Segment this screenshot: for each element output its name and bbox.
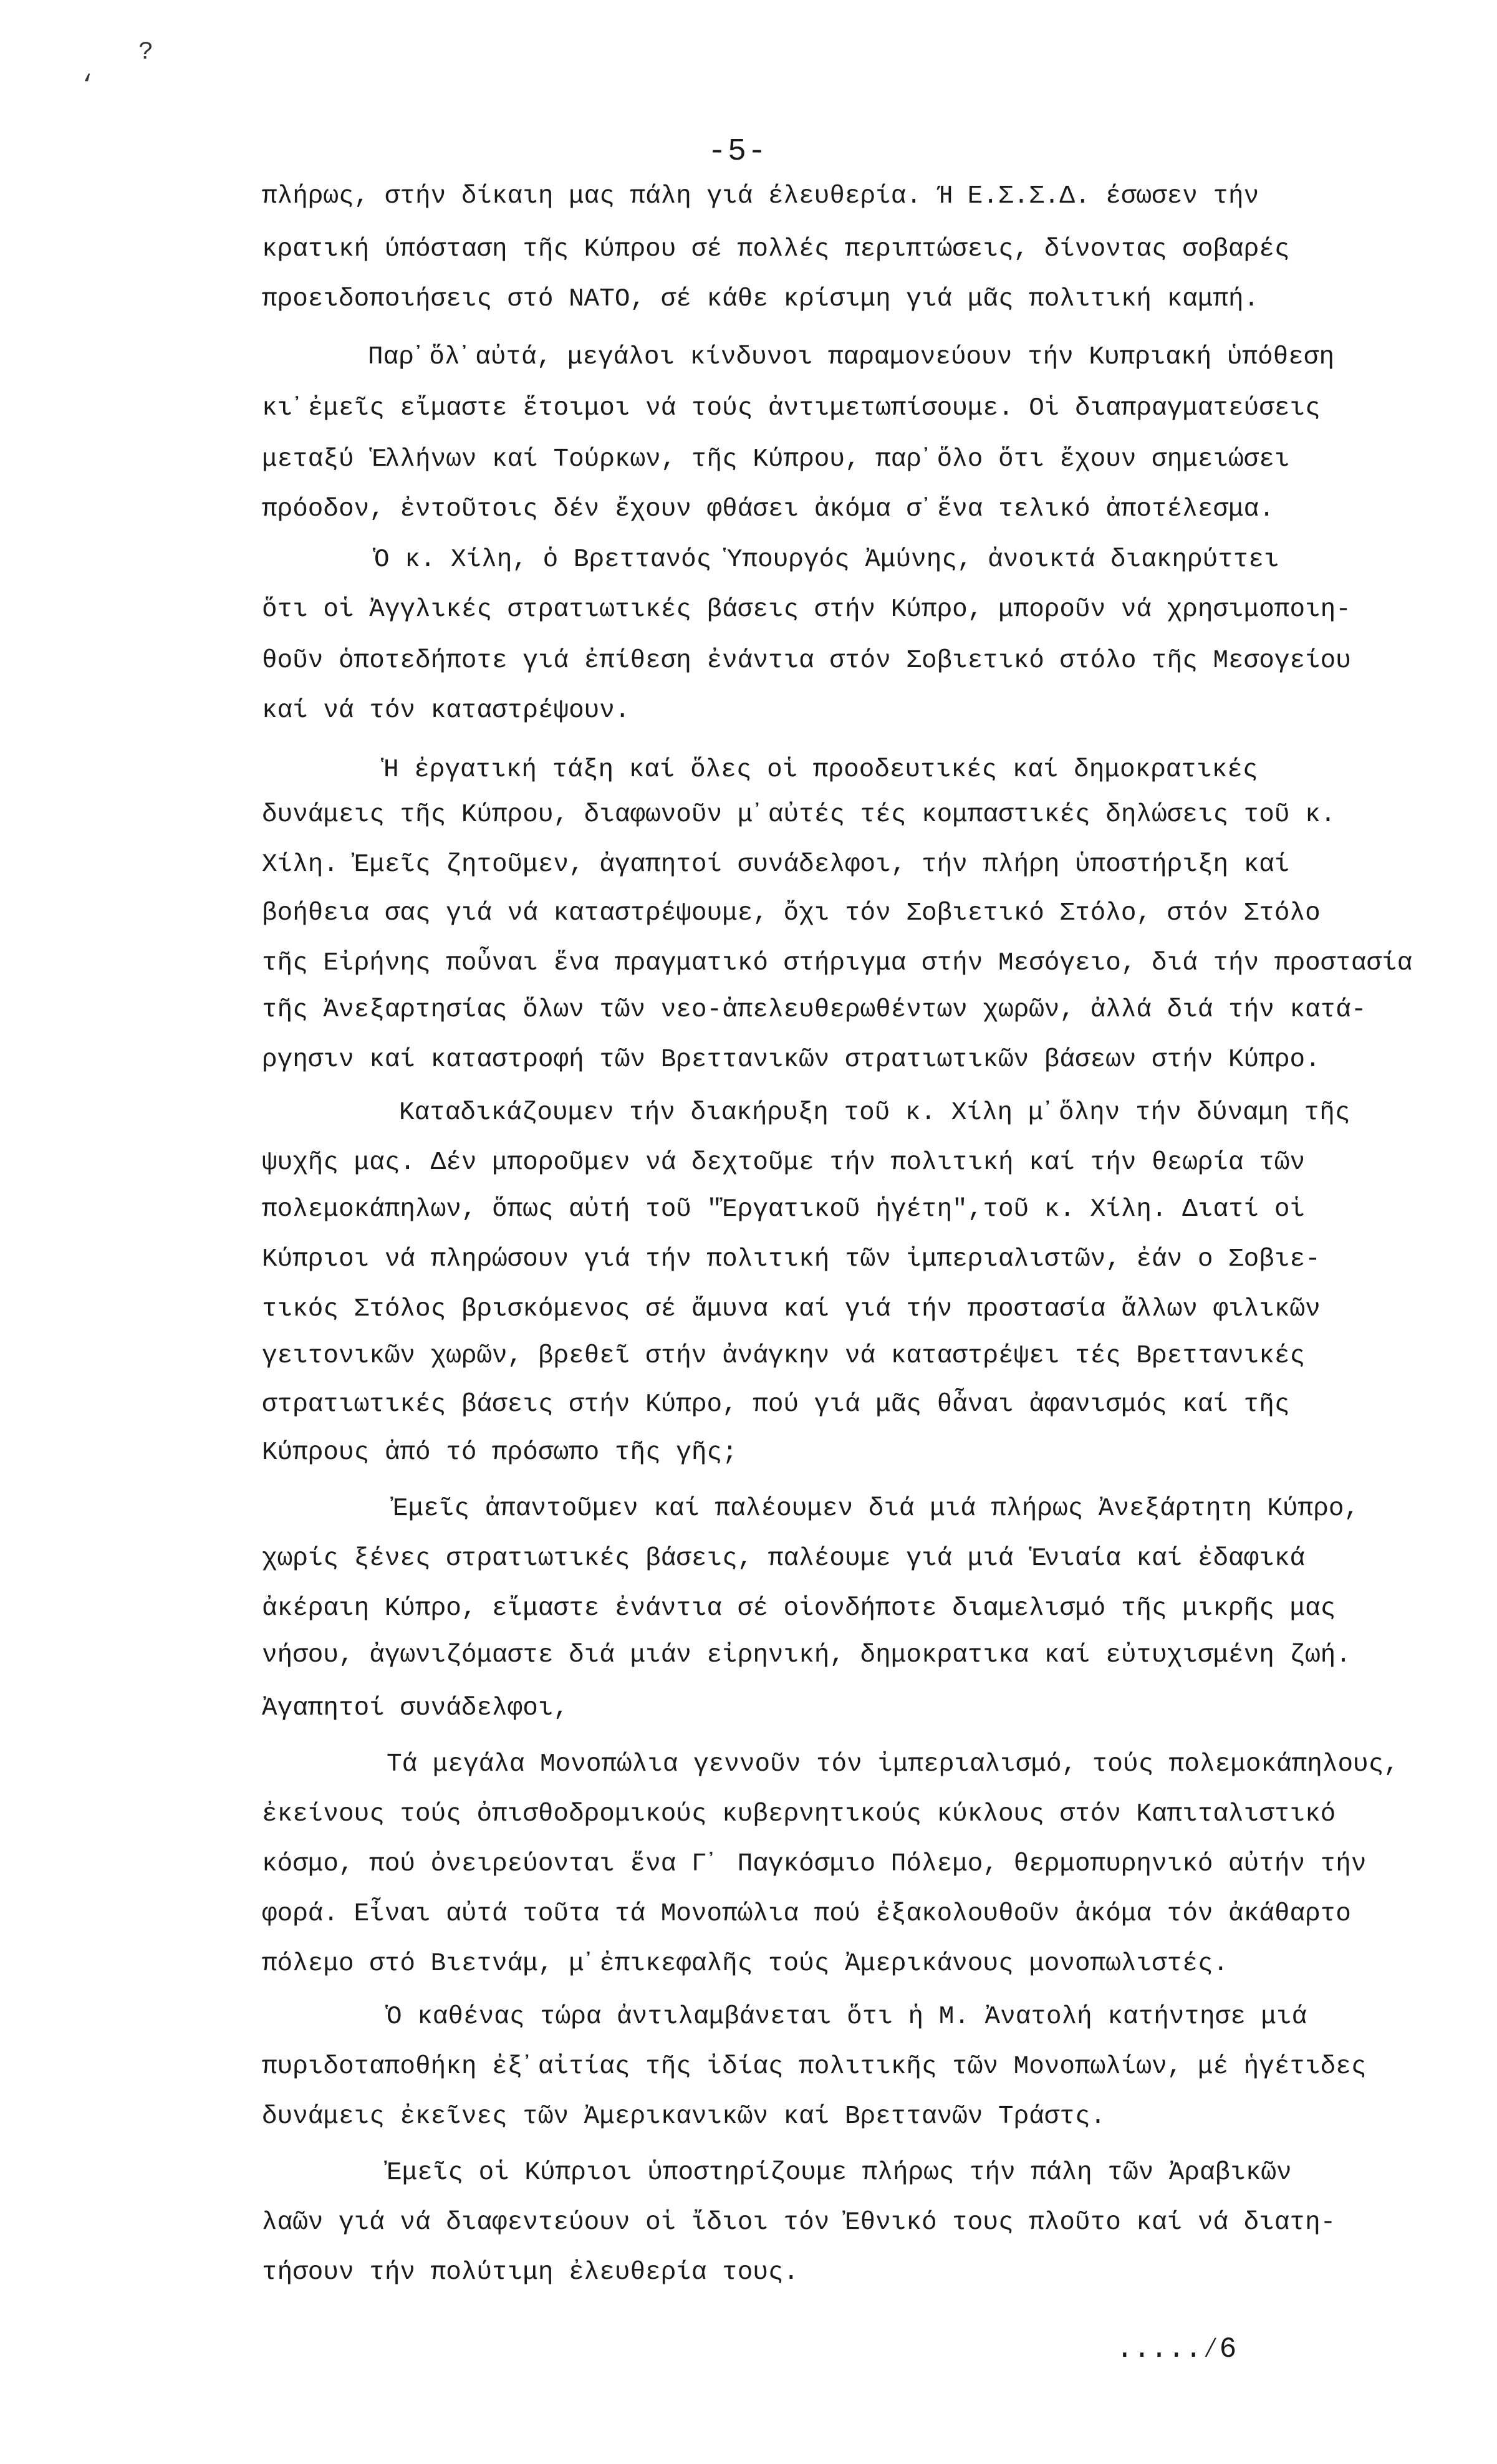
text-line: ργησιν καί καταστροφή τῶν Βρεττανικῶν στρατιωτικῶν βάσεων στήν Κύπρο. — [262, 1046, 1321, 1074]
text-line: κόσμο, πού ὀνειρεύονται ἕνα Γ᾽ Παγκόσμιο Πόλεμο, θερμοπυρηνικό αὐτήν τήν — [262, 1850, 1367, 1879]
text-line: Ἡ ἐργατική τάξη καί ὅλες οἱ προοδευτικές καί δημοκρατικές — [383, 756, 1258, 784]
text-line: τήσουν τήν πολύτιμη ἐλευθερία τους. — [262, 2258, 799, 2287]
text-line: πρόοδον, ἐντοῦτοις δέν ἔχουν φθάσει ἀκόμα σ᾽ἕνα τελικό ἀποτέλεσμα. — [262, 495, 1274, 524]
text-line: προειδοποιήσεις στό ΝΑΤΟ, σέ κάθε κρίσιμη γιά μᾶς πολιτική καμπή. — [262, 285, 1259, 314]
text-line: ἀκέραιη Κύπρο, εἴμαστε ἐνάντια σέ οἱονδήποτε διαμελισμό τῆς μικρῆς μας — [262, 1594, 1336, 1623]
text-line: βοήθεια σας γιά νά καταστρέψουμε, ὄχι τόν Σοβιετικό Στόλο, στόν Στόλο — [262, 899, 1321, 928]
text-line: Κύπρους ἀπό τό πρόσωπο τῆς γῆς; — [262, 1438, 738, 1467]
corner-mark: ? — [138, 39, 154, 67]
text-line: μεταξύ Ἑλλήνων καί Τούρκων, τῆς Κύπρου, παρ᾽ὅλο ὅτι ἔχουν σημειώσει — [262, 445, 1290, 474]
text-line: Ὁ καθένας τώρα ἀντιλαμβάνεται ὅτι ἡ Μ. Ἀνατολή κατήντησε μιά — [387, 2003, 1307, 2031]
text-line: δυνάμεις τῆς Κύπρου, διαφωνοῦν μ᾽αὐτές τές κομπαστικές δηλώσεις τοῦ κ. — [262, 801, 1336, 829]
text-line: Ἐμεῖς οἱ Κύπριοι ὑποστηρίζουμε πλήρως τήν πάλη τῶν Ἀραβικῶν — [387, 2158, 1292, 2187]
text-line: Ὁ κ. Χίλη, ὁ Βρεττανός Ὑπουργός Ἀμύνης, ἀνοικτά διακηρύττει — [374, 546, 1279, 574]
text-line: νήσου, ἀγωνιζόμαστε διά μιάν εἰρηνική, δημοκρατικα καί εὐτυχισμένη ζωή. — [262, 1641, 1351, 1670]
text-line: λαῶν γιά νά διαφεντεύουν οἱ ἴδιοι τόν Ἐθνικό τους πλοῦτο καί νά διατη- — [262, 2208, 1336, 2237]
text-line: ὅτι οἱ Ἀγγλικές στρατιωτικές βάσεις στήν Κύπρο, μποροῦν νά χρησιμοποιη- — [262, 595, 1351, 624]
salutation: Ἀγαπητοί συνάδελφοι, — [262, 1694, 569, 1723]
text-line: Καταδικάζουμεν τήν διακήρυξη τοῦ κ. Χίλη μ᾽ὅλην τήν δύναμη τῆς — [399, 1099, 1350, 1127]
text-line: πόλεμο στό Βιετνάμ, μ᾽ἐπικεφαλῆς τούς Ἀμερικάνους μονοπωλιστές. — [262, 1950, 1229, 1978]
continuation-marker: .....∕6 — [1116, 2333, 1237, 2365]
text-line: στρατιωτικές βάσεις στήν Κύπρο, πού γιά μᾶς θἆναι ἀφανισμός καί τῆς — [262, 1390, 1290, 1419]
corner-mark: ‘ — [80, 72, 95, 100]
text-line: Τά μεγάλα Μονοπώλια γεννοῦν τόν ἰμπεριαλισμό, τούς πολεμοκάπηλους, — [387, 1750, 1399, 1779]
text-line: πυριδοταποθήκη ἐξ᾽αἰτίας τῆς ἰδίας πολιτικῆς τῶν Μονοπωλίων, μέ ἡγέτιδες — [262, 2053, 1367, 2081]
text-line: χωρίς ξένες στρατιωτικές βάσεις, παλέουμε γιά μιά Ἑνιαία καί ἐδαφικά — [262, 1544, 1306, 1573]
text-line: πολεμοκάπηλων, ὅπως αὐτή τοῦ "Ἐργατικοῦ ἡγέτη",τοῦ κ. Χίλη. Διατί οἱ — [262, 1195, 1306, 1224]
text-line: θοῦν ὁποτεδήποτε γιά ἐπίθεση ἐνάντια στόν Σοβιετικό στόλο τῆς Μεσογείου — [262, 647, 1351, 675]
text-line: ψυχῆς μας. Δέν μποροῦμεν νά δεχτοῦμε τήν πολιτική καί τήν θεωρία τῶν — [262, 1148, 1306, 1177]
text-line: Χίλη. Ἐμεῖς ζητοῦμεν, ἀγαπητοί συνάδελφοι, τήν πλήρη ὑποστήριξη καί — [262, 850, 1290, 879]
text-line: Κύπριοι νά πληρώσουν γιά τήν πολιτική τῶν ἰμπεριαλιστῶν, ἐάν ο Σοβιε- — [262, 1245, 1321, 1274]
text-line: κι᾽ἐμεῖς εἴμαστε ἕτοιμοι νά τούς ἀντιμετωπίσουμε. Οἱ διαπραγματεύσεις — [262, 394, 1321, 423]
text-line: Ἐμεῖς ἀπαντοῦμεν καί παλέουμεν διά μιά πλήρως Ἀνεξάρτητη Κύπρο, — [393, 1494, 1360, 1523]
text-line: ἐκείνους τούς ὀπισθοδρομικούς κυβερνητικούς κύκλους στόν Καπιταλιστικό — [262, 1800, 1336, 1829]
text-line: δυνάμεις ἐκεῖνες τῶν Ἀμερικανικῶν καί Βρεττανῶν Τράστς. — [262, 2102, 1106, 2131]
text-line: καί νά τόν καταστρέψουν. — [262, 696, 630, 725]
text-line: τικός Στόλος βρισκόμενος σέ ἄμυνα καί γιά τήν προστασία ἄλλων φιλικῶν — [262, 1295, 1321, 1324]
text-line: τῆς Εἰρήνης ποὖναι ἕνα πραγματικό στήριγμα στήν Μεσόγειο, διά τήν προστασία — [262, 949, 1413, 978]
text-line: γειτονικῶν χωρῶν, βρεθεῖ στήν ἀνάγκην νά καταστρέψει τές Βρεττανικές — [262, 1342, 1306, 1370]
text-line: τῆς Ἀνεξαρτησίας ὅλων τῶν νεο-ἀπελευθερωθέντων χωρῶν, ἀλλά διά τήν κατά- — [262, 996, 1367, 1024]
text-line: πλήρως, στήν δίκαιη μας πάλη γιά έλευθερία. Ή Ε.Σ.Σ.Δ. έσωσεν τήν — [262, 182, 1259, 211]
page-number: -5- — [708, 134, 768, 170]
text-line: Παρ᾽ὅλ᾽αὐτά, μεγάλοι κίνδυνοι παραμονεύουν τήν Κυπριακή ὑπόθεση — [368, 343, 1335, 372]
text-line: φορά. Εἶναι αὐτά τοῦτα τά Μονοπώλια πού ἐξακολουθοῦν ἀκόμα τόν ἀκάθαρτο — [262, 1900, 1351, 1928]
text-line: κρατική ύπόσταση τῆς Κύπρου σέ πολλές περιπτώσεις, δίνοντας σοβαρές — [262, 235, 1290, 264]
